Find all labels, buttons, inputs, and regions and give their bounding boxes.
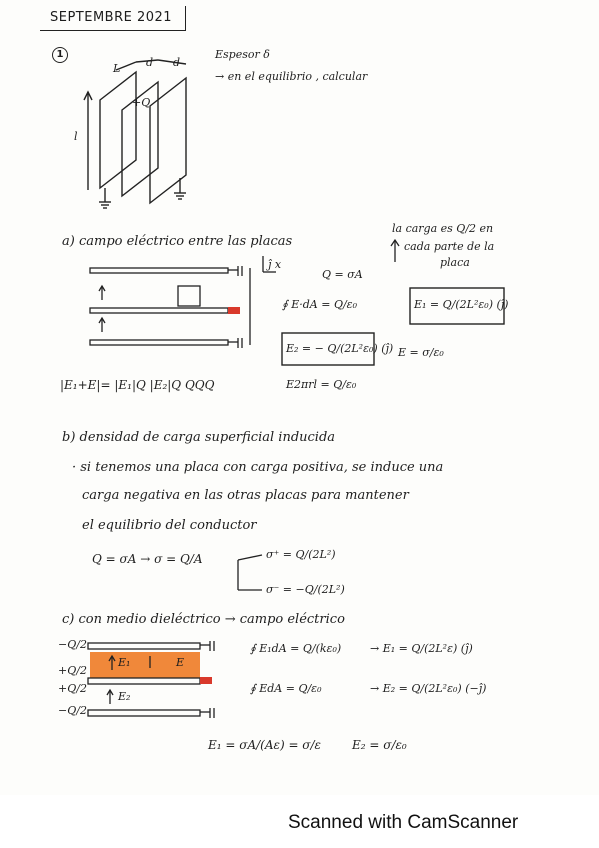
label-q2-d: −Q/2 [58,704,87,717]
label-e2-c: E₂ [118,690,131,703]
label-L: L [113,62,121,75]
charge-note-3: placa [440,256,470,269]
gauss-law-a: ∮ E·dA = Q/ε₀ [282,298,357,311]
charge-note-1: la carga es Q/2 en [392,222,494,235]
problem-number: 1 [52,47,68,63]
label-d1: d [146,56,154,69]
label-q2-b: +Q/2 [58,664,87,677]
result-e2-a: E₂ = − Q/(2L²ε₀) (ĵ) [286,342,394,355]
scribble-line: |E₁+E|= |E₁|Q |E₂|Q QQQ [60,378,215,392]
note-espesor: Espesor δ [215,48,270,61]
note-equilibrio: → en el equilibrio , calcular [215,70,368,83]
result-e1-a: E₁ = Q/(2L²ε₀) (ĵ) [414,298,509,311]
result-c-2: → E₂ = Q/(2L²ε₀) (−ĵ) [370,682,487,695]
gauss-c-1: ∮ E₁dA = Q/(kε₀) [250,642,342,655]
label-l: l [74,130,78,143]
gauss-c-2: ∮ EdA = Q/ε₀ [250,682,322,695]
part-a-heading: a) campo eléctrico entre las placas [62,234,293,249]
label-q2-a: −Q/2 [58,638,87,651]
label-e-c: E [176,656,185,669]
final-e2: E₂ = σ/ε₀ [352,738,407,752]
final-e1: E₁ = σA/(Aε) = σ/ε [208,738,321,752]
part-b-line1: · si tenemos una placa con carga positiva, se induce una [72,460,444,475]
sigma-plus: σ⁺ = Q/(2L²) [266,548,336,561]
part-b-line2: carga negativa en las otras placas para mantener [82,488,409,503]
part-b-line3: el equilibrio del conductor [82,518,257,533]
label-e1-c: E₁ [118,656,131,669]
charge-note-2: cada parte de la [404,240,495,253]
plate-left [100,72,136,188]
camscanner-watermark: Scanned with CamScanner [288,812,519,833]
plates-figure [84,60,186,208]
e-sigma: E = σ/ε₀ [398,346,444,359]
capacitor-diagram-a [90,256,276,348]
label-plus-q: +Q [132,96,151,109]
sigma-minus: σ⁻ = −Q/(2L²) [266,583,345,596]
label-d2: d [173,56,181,69]
axis-label: ĵ x [268,258,282,271]
result-c-1: → E₁ = Q/(2L²ε) (ĵ) [370,642,473,655]
capacitor-diagram-c [88,641,214,718]
e-2pirl: E2πrl = Q/ε₀ [286,378,357,391]
q-eq-sigma: Q = σA [322,268,363,281]
part-c-heading: c) con medio dieléctrico → campo eléctrico [62,612,345,627]
part-b-heading: b) densidad de carga superficial inducida [62,430,336,445]
date-label: SEPTEMBRE 2021 [50,10,173,25]
label-q2-c: +Q/2 [58,682,87,695]
part-b-eq: Q = σA → σ = Q/A [92,552,203,566]
red-mark-a [228,307,240,314]
